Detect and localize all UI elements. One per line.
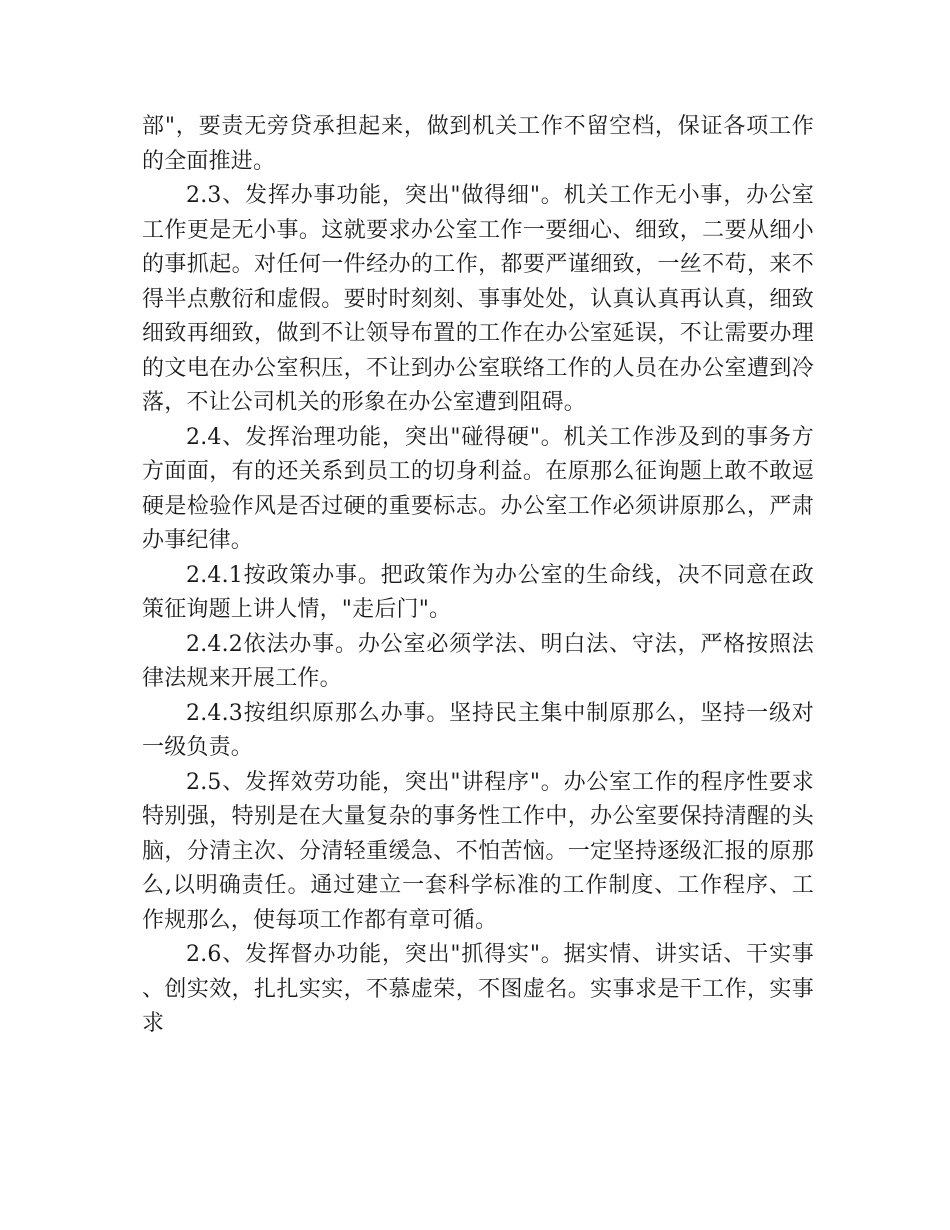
paragraph-2-3: 2.3、发挥办事功能，突出"做得细"。机关工作无小事，办公室工作更是无小事。这就要求办公室工作一要细心、细致，二要从细小的事抓起。对任何一件经办的工作，都要严谨细致，一丝不苟，来不得半点敷衍和虚假。要时时刻刻、事事处处，认真认真再认真，细致细致再细致，做到不让领导布置的工作在办公室延误，不让需要办理的文电在办公室积压，不让到办公室联络工作的人员在办公室遭到冷落，不让公司机关的形象在办公室遭到阻碍。 [142, 183, 814, 415]
paragraph-continuation: 部"，要责无旁贷承担起来，做到机关工作不留空档，保证各项工作的全面推进。 [142, 114, 814, 174]
paragraph-2-4: 2.4、发挥治理功能，突出"碰得硬"。机关工作涉及到的事务方方面面，有的还关系到员工的切身利益。在原那么征询题上敢不敢逗硬是检验作风是否过硬的重要标志。办公室工作必须讲原那么，严肃办事纪律。 [142, 424, 814, 553]
paragraph-2-5: 2.5、发挥效劳功能，突出"讲程序"。办公室工作的程序性要求特别强，特别是在大量复杂的事务性工作中，办公室要保持清醒的头脑，分清主次、分清轻重缓急、不怕苦恼。一定坚持逐级汇报的原那么,以明确责任。通过建立一套科学标准的工作制度、工作程序、工作规那么，使每项工作都有章可循。 [142, 769, 814, 933]
paragraph-2-4-3: 2.4.3按组织原那么办事。坚持民主集中制原那么，坚持一级对一级负责。 [142, 700, 814, 760]
paragraph-2-4-1: 2.4.1按政策办事。把政策作为办公室的生命线，决不同意在政策征询题上讲人情，"走后门"。 [142, 562, 814, 622]
document-body [142, 110, 814, 1042]
paragraph-2-6: 2.6、发挥督办功能，突出"抓得实"。据实情、讲实话、干实事、创实效，扎扎实实，不慕虚荣，不图虚名。实事求是干工作，实事求 [142, 942, 814, 1036]
paragraph-2-4-2: 2.4.2依法办事。办公室必须学法、明白法、守法，严格按照法律法规来开展工作。 [142, 631, 814, 691]
